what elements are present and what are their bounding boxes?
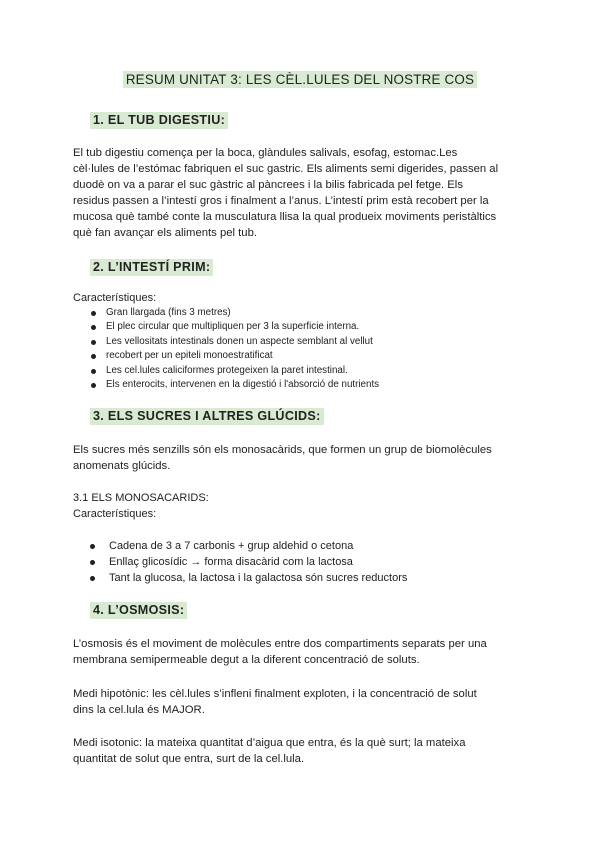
paragraph-sucres <box>73 442 543 474</box>
list-item: recobert per un epiteli monoestratificat <box>73 349 379 363</box>
characteristics-label: Característiques: <box>73 292 157 304</box>
text-line: El tub digestiu comença per la boca, glàndules salivals, esofag, estomac.Les <box>73 147 458 159</box>
subheading-monosacarids: 3.1 ELS MONOSACARIDS: <box>73 492 209 504</box>
text-line: quantitat de solut que entra, surt de la cel.lula. <box>73 753 305 765</box>
monosacarids-list <box>73 538 407 586</box>
intesti-prim-list <box>73 306 379 392</box>
paragraph-isotonic <box>73 735 543 767</box>
page-title <box>0 72 600 87</box>
page-title-text: RESUM UNITAT 3: LES CÈL.LULES DEL NOSTRE COS <box>123 71 477 88</box>
text-line: dins la cel.lula és MAJOR. <box>73 704 205 716</box>
text-line: cèl·lules de l’estómac fabriquen el suc gastric. Els aliments semi digerides, passen al <box>73 163 499 175</box>
paragraph-osmosis <box>73 636 543 668</box>
text-line: Els sucres més senzills són els monosacàrids, que formen un grup de biomolècules <box>73 444 492 456</box>
list-item: Enllaç glicosídic → forma disacàrid com la lactosa <box>73 554 407 570</box>
list-item: Cadena de 3 a 7 carbonis + grup aldehid o cetona <box>73 538 407 554</box>
list-item: Les cel.lules caliciformes protegeixen la paret intestinal. <box>73 364 379 378</box>
text-line: L’osmosis és el moviment de molècules entre dos compartiments separats per una <box>73 638 487 650</box>
list-item: Les vellositats intestinals donen un aspecte semblant al vellut <box>73 335 379 349</box>
text-line: membrana semipermeable degut a la diferent concentració de soluts. <box>73 654 420 666</box>
list-item: El plec circular que multipliquen per 3 la superficie interna. <box>73 320 379 334</box>
text-line: anomenats glúcids. <box>73 460 171 472</box>
section-heading-sucres: 3. ELS SUCRES I ALTRES GLÚCIDS: <box>90 409 324 423</box>
text-line: què fan avançar els aliments pel tub. <box>73 227 257 239</box>
list-item: Els enterocits, intervenen en la digestió i l'absorció de nutrients <box>73 378 379 392</box>
section-heading-tub-digestiu: 1. EL TUB DIGESTIU: <box>90 113 228 127</box>
text-line: residus passen a l’intestí gros i finalment a l’anus. L’intestí prim està recobert per la <box>73 195 489 207</box>
characteristics-label: Característiques: <box>73 508 157 520</box>
section-heading-osmosis: 4. L’OSMOSIS: <box>90 603 187 617</box>
list-item: Gran llargada (fins 3 metres) <box>73 306 379 320</box>
section-heading-intesti-prim: 2. L’INTESTÍ PRIM: <box>90 260 213 274</box>
text-line: duodè on va a parar el suc gàstric al pàncrees i la bilis fabricada pel fetge. Els <box>73 179 463 191</box>
text-line: mucosa què també conte la musculatura llisa la qual produeix moviments peristàltics <box>73 211 497 223</box>
text-line: Medi hipotònic: les cèl.lules s’infleni finalment exploten, i la concentració de solut <box>73 688 477 700</box>
paragraph-hipotonic <box>73 686 543 718</box>
text-line: Medi isotonic: la mateixa quantitat d’aigua que entra, és la què surt; la mateixa <box>73 737 466 749</box>
paragraph-tub-digestiu <box>73 145 543 241</box>
list-item: Tant la glucosa, la lactosa i la galactosa són sucres reductors <box>73 570 407 586</box>
